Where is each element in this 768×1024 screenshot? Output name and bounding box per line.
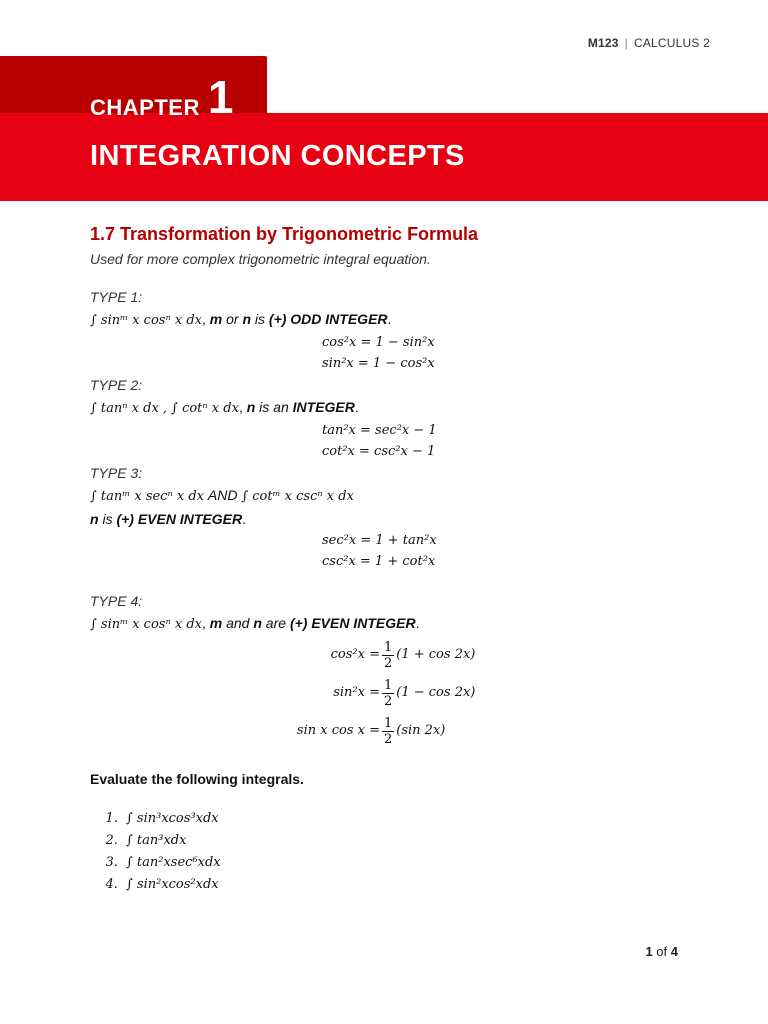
fraction-identity bbox=[90, 636, 690, 674]
text-part: are bbox=[261, 615, 290, 631]
section-title: 1.7 Transformation by Trigonometric Formula bbox=[90, 224, 479, 244]
type-block-1 bbox=[90, 286, 690, 374]
integral-expression-2: ∫ cotᵐ x cscⁿ x dx bbox=[241, 489, 354, 504]
text-part: . bbox=[242, 511, 246, 527]
of-word: of bbox=[656, 944, 668, 959]
fraction-denominator: 2 bbox=[384, 731, 393, 747]
fraction-numerator: 1 bbox=[384, 715, 393, 731]
fraction bbox=[382, 716, 394, 747]
header-separator: | bbox=[624, 36, 628, 50]
text-part: or bbox=[222, 311, 243, 327]
condition-emphasis: INTEGER bbox=[292, 399, 355, 415]
type-label: TYPE 1: bbox=[90, 289, 143, 305]
problem-list bbox=[90, 808, 690, 896]
fraction-denominator: 2 bbox=[384, 693, 393, 709]
fraction-numerator: 1 bbox=[384, 677, 393, 693]
identity-equation: sin²x = 1 − cos²x bbox=[322, 356, 435, 371]
text-part: . bbox=[415, 615, 420, 631]
chapter-number: 1 bbox=[207, 71, 234, 123]
exercise-heading: Evaluate the following integrals. bbox=[90, 771, 304, 787]
integral-expression: ∫ sinᵐ x cosⁿ x dx bbox=[90, 313, 202, 328]
course-code: M123 bbox=[587, 36, 619, 50]
text-part: is bbox=[98, 511, 117, 527]
type-condition bbox=[90, 612, 690, 636]
integral-expression: ∫ tanᵐ x secⁿ x dx bbox=[90, 489, 204, 504]
text-part: , bbox=[238, 399, 247, 415]
text-part: is bbox=[251, 311, 269, 327]
identity-lhs: sin²x = bbox=[333, 685, 380, 700]
main-content bbox=[90, 222, 690, 896]
identity-equation: cos²x = 1 − sin²x bbox=[322, 335, 435, 350]
and-word: AND bbox=[207, 487, 238, 503]
variable-n: n bbox=[246, 399, 256, 415]
fraction-denominator: 2 bbox=[384, 655, 393, 671]
chapter-label bbox=[90, 70, 233, 122]
text-part: , bbox=[201, 615, 210, 631]
identity-equation: sec²x = 1 + tan²x bbox=[322, 533, 437, 548]
problem-item: 1. ∫ sin³xcos³xdx bbox=[122, 808, 690, 830]
chapter-title: INTEGRATION CONCEPTS bbox=[90, 140, 465, 172]
fraction-identity bbox=[90, 674, 690, 712]
fraction bbox=[382, 678, 394, 709]
type-condition bbox=[90, 508, 690, 530]
type-label: TYPE 3: bbox=[90, 465, 143, 481]
type-condition bbox=[90, 396, 690, 420]
problem-item: 4. ∫ sin²xcos²xdx bbox=[122, 874, 690, 896]
total-pages: 4 bbox=[670, 944, 678, 959]
type-condition bbox=[90, 308, 690, 332]
variable-n: n bbox=[90, 511, 99, 527]
type-label: TYPE 2: bbox=[90, 377, 143, 393]
identity-equation: cot²x = csc²x − 1 bbox=[322, 444, 436, 459]
identity-equation: csc²x = 1 + cot²x bbox=[322, 554, 436, 569]
integral-expression: ∫ sinᵐ x cosⁿ x dx bbox=[90, 617, 202, 632]
identity-rhs: (1 − cos 2x) bbox=[396, 685, 476, 700]
identity-equation: tan²x = sec²x − 1 bbox=[322, 423, 437, 438]
integral-expression: ∫ tanⁿ x dx , ∫ cotⁿ x dx bbox=[90, 401, 239, 416]
chapter-word: CHAPTER bbox=[90, 95, 200, 120]
type-integrals bbox=[90, 484, 690, 508]
type-block-2 bbox=[90, 374, 690, 462]
section-subtitle: Used for more complex trigonometric integral equation. bbox=[90, 251, 431, 267]
identity-lhs: cos²x = bbox=[330, 647, 380, 662]
type-block-3 bbox=[90, 462, 690, 572]
text-part: . bbox=[387, 311, 392, 327]
identity-lhs: sin x cos x = bbox=[296, 723, 380, 738]
condition-emphasis: (+) EVEN INTEGER bbox=[116, 511, 243, 527]
problem-item: 3. ∫ tan²xsec⁶xdx bbox=[122, 852, 690, 874]
course-name: CALCULUS 2 bbox=[633, 36, 710, 50]
text-part: , bbox=[201, 311, 210, 327]
text-part: and bbox=[222, 615, 254, 631]
problem-item: 2. ∫ tan³xdx bbox=[122, 830, 690, 852]
variable-n: n bbox=[253, 615, 262, 631]
fraction bbox=[382, 640, 394, 671]
type-block-4 bbox=[90, 590, 690, 750]
variable-m: m bbox=[209, 615, 223, 631]
identity-rhs: (sin 2x) bbox=[396, 723, 446, 738]
course-header bbox=[588, 36, 710, 50]
variable-m: m bbox=[209, 311, 223, 327]
page-number bbox=[645, 944, 678, 959]
fraction-numerator: 1 bbox=[384, 639, 393, 655]
text-part: is an bbox=[255, 399, 293, 415]
variable-n: n bbox=[242, 311, 252, 327]
type-label: TYPE 4: bbox=[90, 593, 143, 609]
condition-emphasis: (+) EVEN INTEGER bbox=[289, 615, 416, 631]
identity-rhs: (1 + cos 2x) bbox=[396, 647, 476, 662]
current-page: 1 bbox=[645, 944, 653, 959]
condition-emphasis: (+) ODD INTEGER bbox=[268, 311, 388, 327]
fraction-identity bbox=[90, 712, 690, 750]
text-part: . bbox=[354, 399, 359, 415]
